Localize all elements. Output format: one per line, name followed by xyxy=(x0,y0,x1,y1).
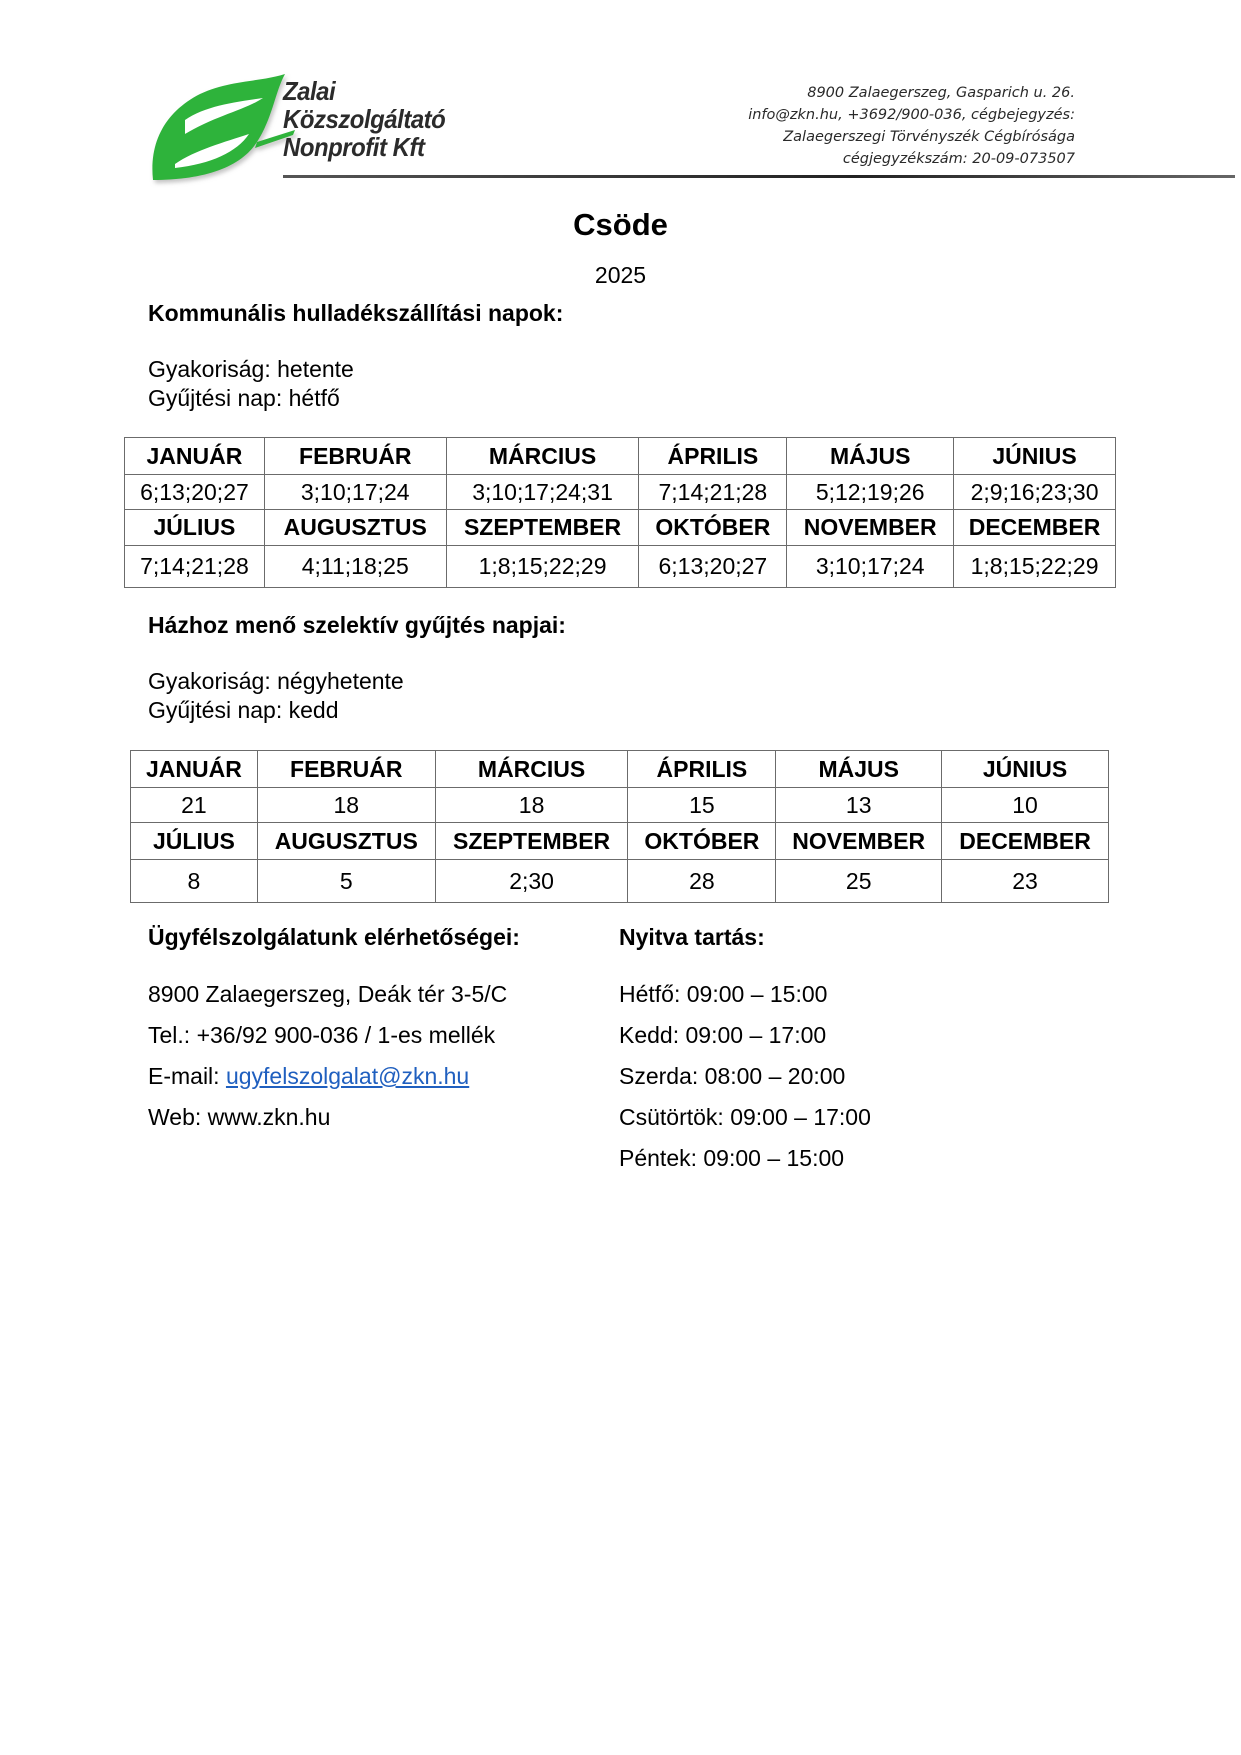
collection-dates: 23 xyxy=(942,860,1109,903)
contact-heading: Ügyfélszolgálatunk elérhetőségei: xyxy=(148,924,520,950)
collection-dates: 2;30 xyxy=(435,860,628,903)
month-header: JANUÁR xyxy=(131,751,258,788)
hours-friday: Péntek: 09:00 – 15:00 xyxy=(619,1145,845,1171)
month-header: DECEMBER xyxy=(942,823,1109,860)
collection-dates: 6;13;20;27 xyxy=(639,546,787,588)
communal-schedule-table xyxy=(124,437,1116,588)
collection-dates: 28 xyxy=(628,860,776,903)
month-header: MÁJUS xyxy=(787,438,954,475)
collection-dates: 6;13;20;27 xyxy=(125,475,265,510)
collection-dates: 25 xyxy=(776,860,942,903)
page-year: 2025 xyxy=(594,262,647,288)
month-header: JÚNIUS xyxy=(954,438,1116,475)
company-name-line: Zalai xyxy=(283,76,336,106)
month-header: SZEPTEMBER xyxy=(446,510,639,546)
collection-dates: 5 xyxy=(257,860,435,903)
letterhead xyxy=(145,72,1095,192)
header-divider xyxy=(283,175,1235,178)
contact-web: Web: www.zkn.hu xyxy=(148,1104,331,1130)
company-court: Zalaegerszegi Törvényszék Cégbírósága xyxy=(783,129,1075,145)
email-label: E-mail: xyxy=(148,1063,226,1089)
customer-service-contacts xyxy=(148,924,520,1145)
company-name xyxy=(283,77,445,161)
table-row xyxy=(131,751,1109,788)
hours-wednesday: Szerda: 08:00 – 20:00 xyxy=(619,1063,846,1089)
hours-heading: Nyitva tartás: xyxy=(619,924,765,950)
collection-dates: 2;9;16;23;30 xyxy=(954,475,1116,510)
month-header: NOVEMBER xyxy=(776,823,942,860)
table-row xyxy=(125,438,1116,475)
table-row xyxy=(131,823,1109,860)
opening-hours xyxy=(619,924,871,1186)
contact-email-line xyxy=(148,1063,520,1104)
hours-monday: Hétfő: 09:00 – 15:00 xyxy=(619,981,828,1007)
collection-dates: 1;8;15;22;29 xyxy=(446,546,639,588)
collection-dates: 7;14;21;28 xyxy=(639,475,787,510)
communal-collection-day: Gyűjtési nap: hétfő xyxy=(148,385,340,411)
collection-dates: 3;10;17;24;31 xyxy=(446,475,639,510)
month-header: OKTÓBER xyxy=(628,823,776,860)
collection-dates: 3;10;17;24 xyxy=(787,546,954,588)
month-header: AUGUSZTUS xyxy=(257,823,435,860)
company-info xyxy=(748,82,1075,170)
table-row xyxy=(125,475,1116,510)
month-header: DECEMBER xyxy=(954,510,1116,546)
month-header: ÁPRILIS xyxy=(628,751,776,788)
email-link[interactable]: ugyfelszolgalat@zkn.hu xyxy=(225,1063,470,1089)
month-header: MÁJUS xyxy=(776,751,942,788)
company-address: 8900 Zalaegerszeg, Gasparich u. 26. xyxy=(807,85,1075,101)
month-header: JÚLIUS xyxy=(125,510,265,546)
company-registration: cégjegyzékszám: 20-09-073507 xyxy=(842,151,1075,167)
month-header: OKTÓBER xyxy=(639,510,787,546)
hours-thursday: Csütörtök: 09:00 – 17:00 xyxy=(619,1104,871,1130)
collection-dates: 1;8;15;22;29 xyxy=(954,546,1116,588)
hours-tuesday: Kedd: 09:00 – 17:00 xyxy=(619,1022,827,1048)
month-header: NOVEMBER xyxy=(787,510,954,546)
collection-dates: 5;12;19;26 xyxy=(787,475,954,510)
month-header: JÚNIUS xyxy=(942,751,1109,788)
selective-collection-day: Gyűjtési nap: kedd xyxy=(148,697,339,723)
month-header: FEBRUÁR xyxy=(257,751,435,788)
leaf-logo-icon xyxy=(145,72,305,190)
table-row xyxy=(131,860,1109,903)
selective-frequency: Gyakoriság: négyhetente xyxy=(148,668,404,694)
month-header: AUGUSZTUS xyxy=(264,510,446,546)
collection-dates: 3;10;17;24 xyxy=(264,475,446,510)
communal-heading: Kommunális hulladékszállítási napok: xyxy=(148,300,564,326)
table-row xyxy=(131,788,1109,823)
collection-dates: 18 xyxy=(257,788,435,823)
table-row xyxy=(125,546,1116,588)
collection-dates: 7;14;21;28 xyxy=(125,546,265,588)
month-header: MÁRCIUS xyxy=(446,438,639,475)
month-header: ÁPRILIS xyxy=(639,438,787,475)
page-title: Csöde xyxy=(573,207,668,242)
table-row xyxy=(125,510,1116,546)
month-header: SZEPTEMBER xyxy=(435,823,628,860)
collection-dates: 18 xyxy=(435,788,628,823)
month-header: FEBRUÁR xyxy=(264,438,446,475)
collection-dates: 10 xyxy=(942,788,1109,823)
selective-heading: Házhoz menő szelektív gyűjtés napjai: xyxy=(148,612,566,638)
contact-address: 8900 Zalaegerszeg, Deák tér 3-5/C xyxy=(148,981,508,1007)
month-header: MÁRCIUS xyxy=(435,751,628,788)
company-contact: info@zkn.hu, +3692/900-036, cégbejegyzés: xyxy=(748,107,1075,123)
month-header: JÚLIUS xyxy=(131,823,258,860)
company-name-line: Nonprofit Kft xyxy=(283,132,425,162)
collection-dates: 4;11;18;25 xyxy=(264,546,446,588)
communal-frequency: Gyakoriság: hetente xyxy=(148,356,354,382)
selective-schedule-table xyxy=(130,750,1109,903)
contact-phone: Tel.: +36/92 900-036 / 1-es mellék xyxy=(148,1022,496,1048)
collection-dates: 21 xyxy=(131,788,258,823)
collection-dates: 15 xyxy=(628,788,776,823)
collection-dates: 13 xyxy=(776,788,942,823)
collection-dates: 8 xyxy=(131,860,258,903)
company-name-line: Közszolgáltató xyxy=(283,104,446,134)
month-header: JANUÁR xyxy=(125,438,265,475)
